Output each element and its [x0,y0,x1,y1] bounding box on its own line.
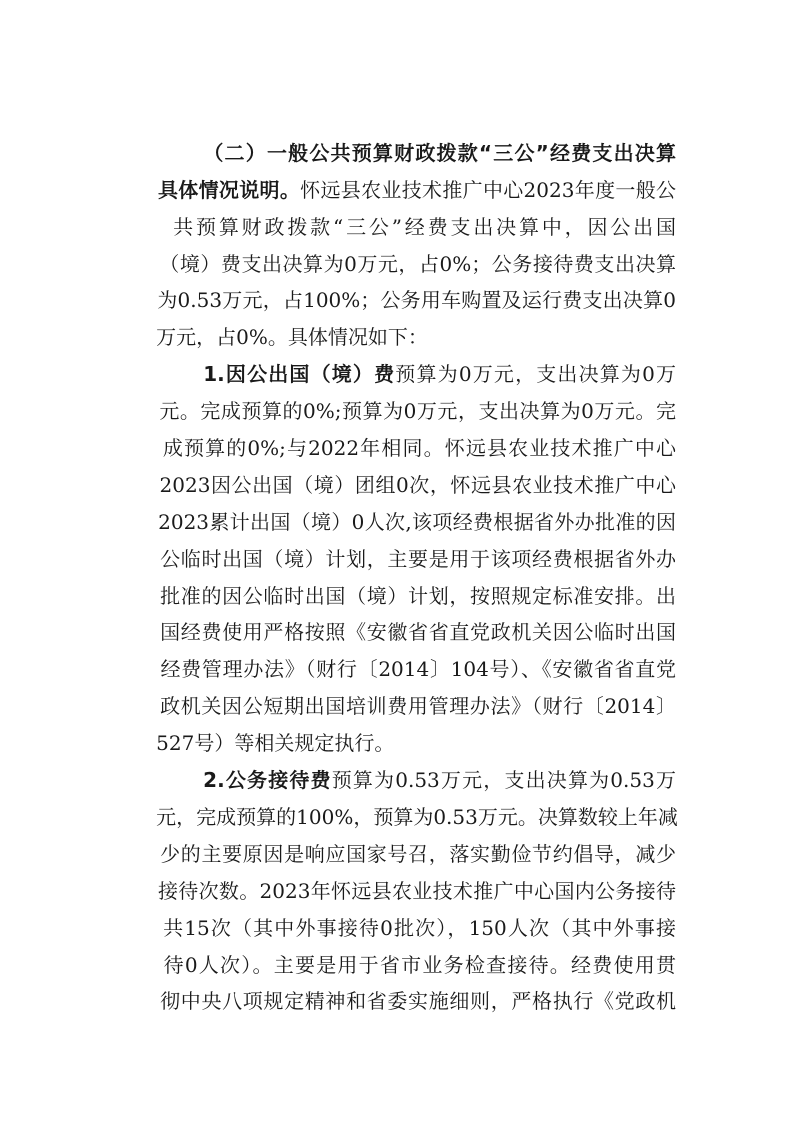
body-text: 万元，占0%。具体情况如下： [156,325,428,350]
body-text: 2023累计出国（境）0人次,该项经费根据省外办批准的因 [158,509,676,534]
body-text: 待0人次）。主要是用于省市业务检查接待。经费使用贯 [163,952,676,977]
body-text: 预算为0.53万元，支出决算为0.53万 [331,768,676,793]
body-text: 怀远县农业技术推广中心2023年度一般公 [300,177,677,202]
body-text: 批准的因公临时出国（境）计划，按照规定标准安排。出 [160,583,676,608]
body-text: 国经费使用严格按照《安徽省省直党政机关因公临时出国 [160,620,676,645]
section-heading-end: 具体情况说明。 [158,177,301,202]
subsection-heading: 1.因公出国（境）费 [203,362,396,387]
paragraph-line [118,98,676,165]
body-text: 少的主要原因是响应国家号召，落实勤俭节约倡导，减少 [160,841,676,866]
section-heading: （二）一般公共预算财政拨款“三公”经费支出决算 [203,140,676,165]
body-text: 2023因公出国（境）团组0次，怀远县农业技术推广中心 [159,472,677,497]
body-text: 527号）等相关规定执行。 [156,731,395,756]
body-text: 共15次（其中外事接待0批次），150人次（其中外事接 [163,915,676,940]
body-text: 公临时出国（境）计划，主要是用于该项经费根据省外办 [160,546,676,571]
body-text: 共预算财政拨款“三公”经费支出决算中，因公出国 [173,214,676,239]
body-text: （境）费支出决算为0万元，占0%；公务接待费支出决算 [159,251,677,276]
body-text: 接待次数。2023年怀远县农业技术推广中心国内公务接待 [158,878,676,903]
subsection-heading: 2.公务接待费 [203,768,332,793]
body-text: 成预算的0%;与2022年相同。怀远县农业技术推广中心 [162,436,676,461]
body-text: 元，完成预算的100%，预算为0.53万元。决算数较上年减 [156,804,678,829]
body-text: 元。完成预算的0%;预算为0万元，支出决算为0万元。完 [159,399,676,424]
body-text: 为0.53万元，占100%；公务用车购置及运行费支出决算0 [157,288,676,313]
body-text: 政机关因公短期出国培训费用管理办法》（财行〔2014〕 [160,694,676,719]
document-body [118,98,678,1014]
body-text: 预算为0万元，支出决算为0万 [395,362,677,387]
body-text: 经费管理办法》（财行〔2014〕104号）、《安徽省省直党 [160,657,676,682]
body-text: 彻中央八项规定精神和省委实施细则，严格执行《党政机 [160,989,676,1014]
